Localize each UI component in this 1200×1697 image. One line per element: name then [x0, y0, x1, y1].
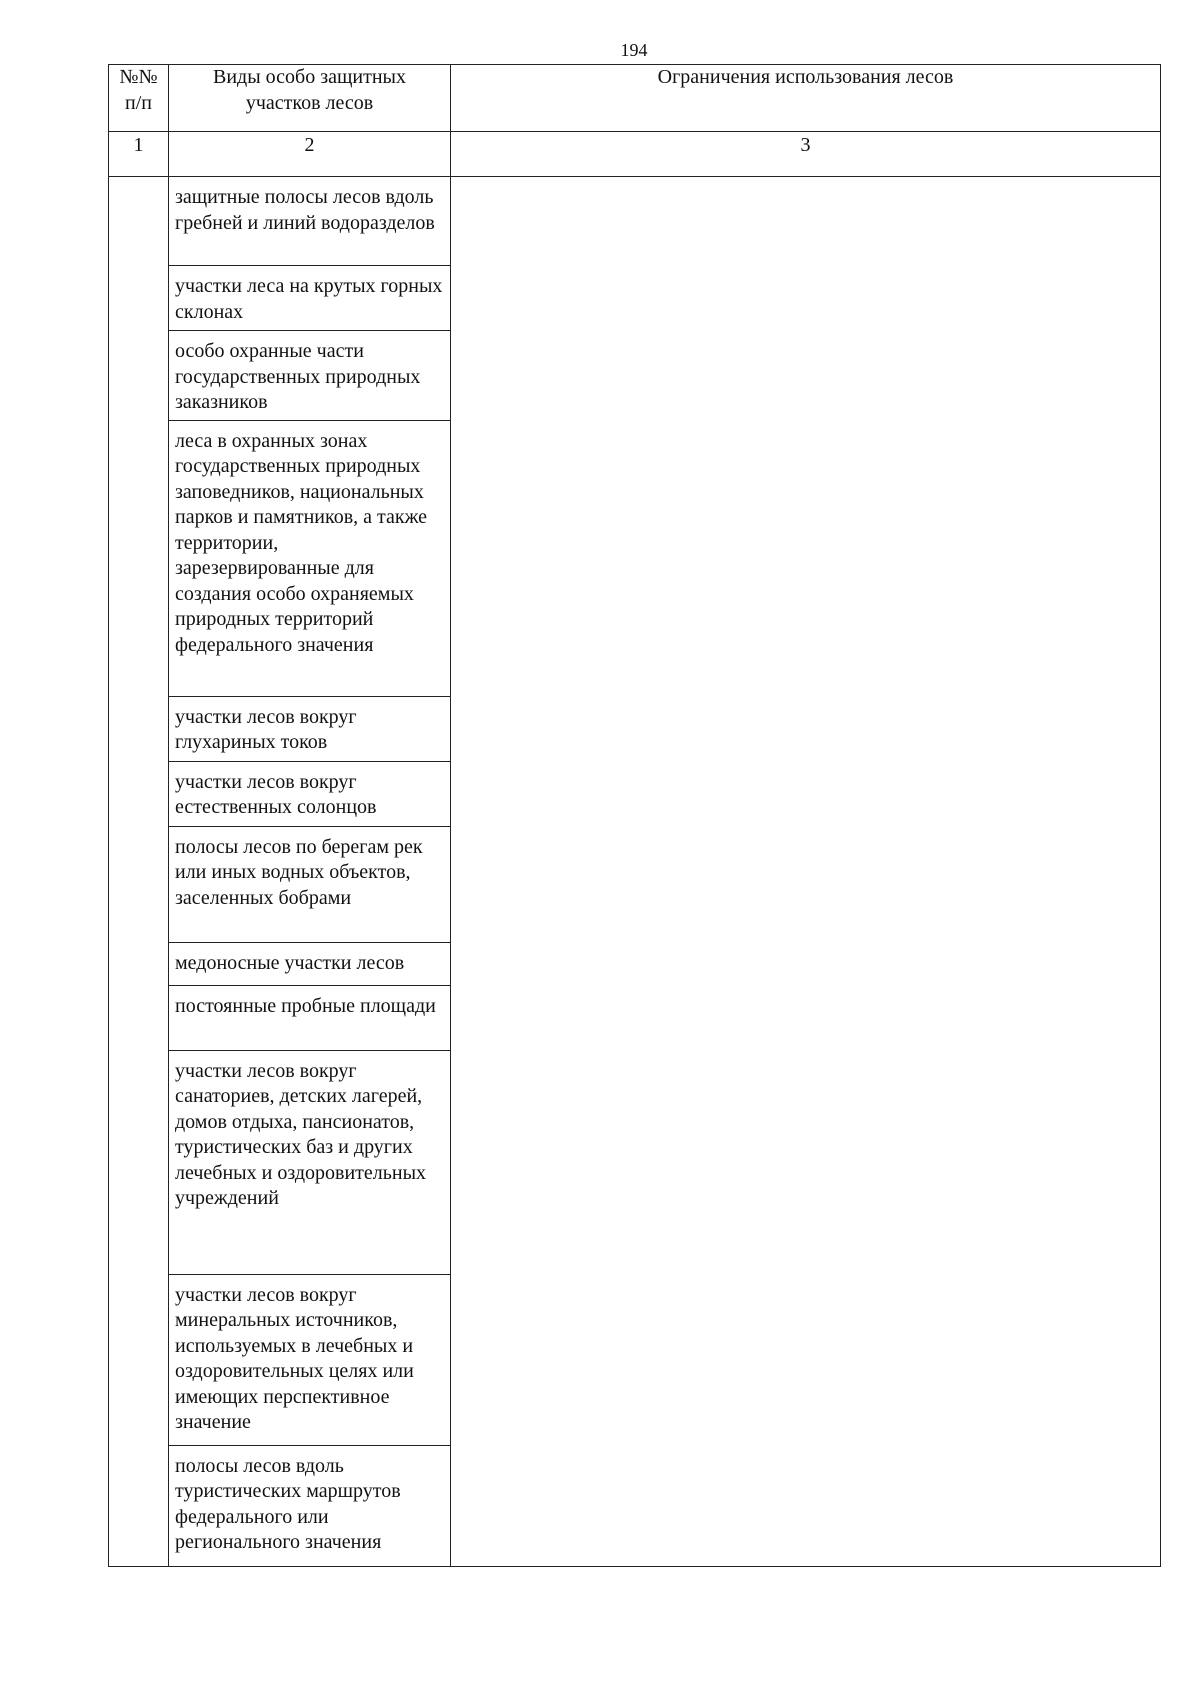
- area-type-cell: участки лесов вокруг минеральных источников, используемых в лечебных и оздоровительных целях или имеющих перспективное значение: [169, 1274, 451, 1445]
- column-number: 1: [109, 132, 169, 177]
- column-numbers-row: [109, 132, 1161, 177]
- area-type-cell: медоносные участки лесов: [169, 942, 451, 985]
- table-header-row: [109, 65, 1161, 132]
- table-row: [109, 177, 1161, 266]
- restrictions-cell: [451, 177, 1161, 1567]
- area-type-cell: участки лесов вокруг глухариных токов: [169, 696, 451, 761]
- area-type-cell: участки леса на крутых горных склонах: [169, 266, 451, 331]
- area-type-cell: участки лесов вокруг естественных солонцов: [169, 761, 451, 826]
- number-cell: [109, 177, 169, 1567]
- area-type-cell: леса в охранных зонах государственных природных заповедников, национальных парков и памятников, а также территории, зарезервированные для создания особо охраняемых природных территорий федерального значения: [169, 420, 451, 696]
- area-type-cell: участки лесов вокруг санаториев, детских лагерей, домов отдыха, пансионатов, туристических баз и других лечебных и оздоровительных учреждений: [169, 1050, 451, 1274]
- area-type-cell: полосы лесов вдоль туристических маршрутов федерального или регионального значения: [169, 1445, 451, 1566]
- area-type-cell: защитные полосы лесов вдоль гребней и линий водоразделов: [169, 177, 451, 266]
- column-number: 2: [169, 132, 451, 177]
- header-restrictions: Ограничения использования лесов: [451, 65, 1161, 132]
- area-type-cell: постоянные пробные площади: [169, 985, 451, 1050]
- area-type-cell: полосы лесов по берегам рек или иных водных объектов, заселенных бобрами: [169, 826, 451, 942]
- page-number: 194: [620, 40, 648, 60]
- header-number: №№ п/п: [109, 65, 169, 132]
- header-area-types: Виды особо защитных участков лесов: [169, 65, 451, 132]
- forest-restrictions-table: [108, 64, 1161, 1567]
- area-type-cell: особо охранные части государственных природных заказников: [169, 331, 451, 421]
- column-number: 3: [451, 132, 1161, 177]
